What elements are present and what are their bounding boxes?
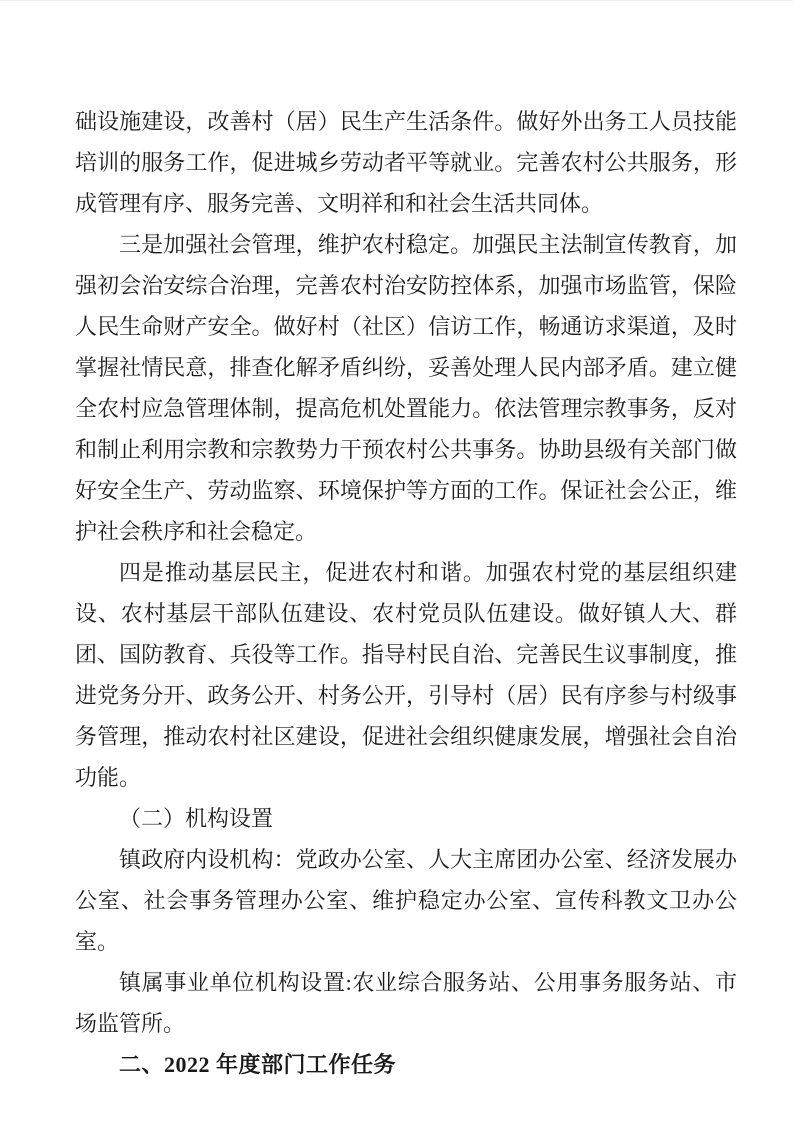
paragraph-public-institutions: 镇属事业单位机构设置:农业综合服务站、公用事务服务站、市场监管所。 bbox=[75, 970, 737, 1036]
subsection-heading-organization: （二）机构设置 bbox=[119, 806, 274, 831]
paragraph-internal-offices: 镇政府内设机构：党政办公室、人大主席团办公室、经济发展办公室、社会事务管理办公室、维护稳定办公室、宣传科教文卫办公室。 bbox=[75, 847, 737, 954]
section-heading-2022-tasks: 二、2022 年度部门工作任务 bbox=[119, 1052, 397, 1077]
paragraph-third-duty: 三是加强社会管理，维护农村稳定。加强民主法制宣传教育，加强初会治安综合治理，完善农村治安防控体系，加强市场监管，保险人民生命财产安全。做好村（社区）信访工作，畅通访求渠道，及时掌握社情民意，排查化解矛盾纠纷，妥善处理人民内部矛盾。建立健全农村应急管理体制，提高危机处置能力。依法管理宗教事务，反对和制止利用宗教和宗教势力干预农村公共事务。协助县级有关部门做好安全生产、劳动监察、环境保护等方面的工作。保证社会公正，维护社会秩序和社会稳定。 bbox=[75, 232, 737, 544]
paragraph-fourth-duty: 四是推动基层民主，促进农村和谐。加强农村党的基层组织建设、农村基层干部队伍建设、农村党员队伍建设。做好镇人大、群团、国防教育、兵役等工作。指导村民自治、完善民生议事制度，推进党务分开、政务公开、村务公开，引导村（居）民有序参与村级事务管理，推动农村社区建设，促进社会组织健康发展，增强社会自治功能。 bbox=[75, 560, 737, 790]
paragraph-continuation: 础设施建设，改善村（居）民生产生活条件。做好外出务工人员技能培训的服务工作，促进城乡劳动者平等就业。完善农村公共服务，形成管理有序、服务完善、文明祥和和社会生活共同体。 bbox=[75, 109, 737, 216]
document-body bbox=[75, 101, 737, 1085]
